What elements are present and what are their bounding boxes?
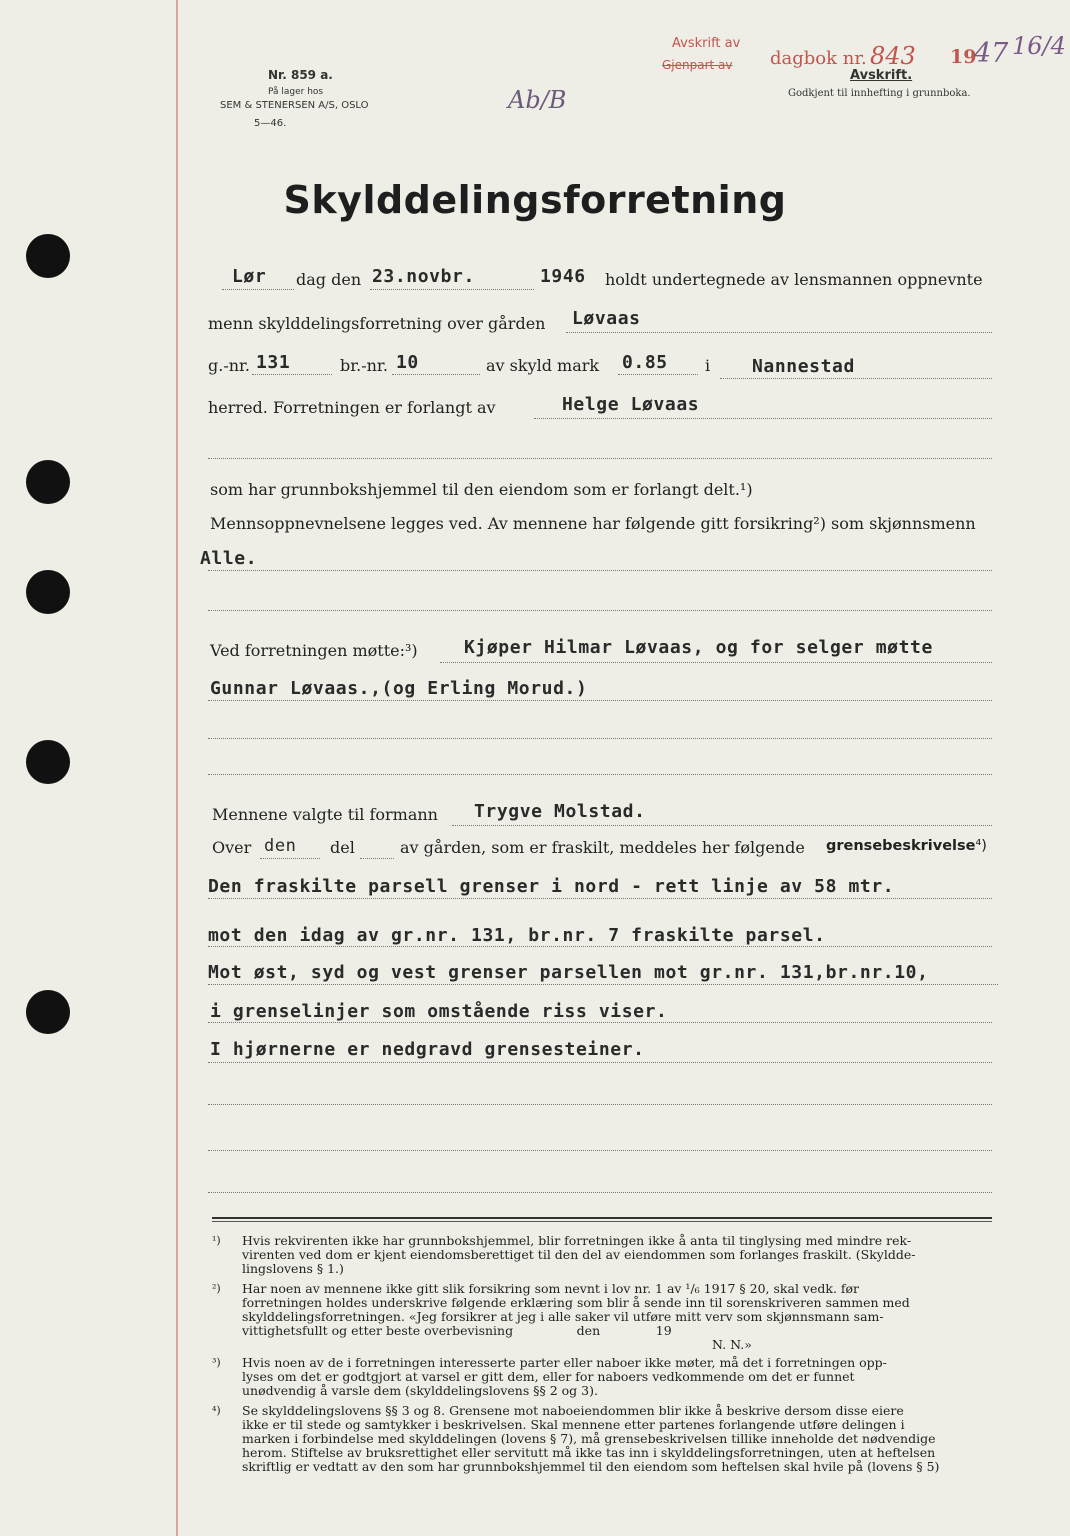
footnote-line: skylddelingsforretningen. «Jeg forsikrer at jeg i alle saker vil utføre mitt verv som skjønnsmann sam- <box>242 1309 884 1324</box>
dotted-line <box>208 1192 992 1193</box>
form-number: Nr. 859 a. <box>268 68 333 82</box>
label-mennsoppnevnelse: Mennsoppnevnelsene legges ved. Av mennene har følgende gitt forsikring²) som skjønnsmenn <box>210 514 976 533</box>
grense-bold: grensebeskrivelse <box>826 838 976 854</box>
label-menn: menn skylddelingsforretning over gården <box>208 314 546 333</box>
label-gnr: g.-nr. <box>208 356 251 375</box>
punch-hole <box>26 740 70 784</box>
footnote-line: marken i forbindelse med skylddelingen (lovens § 7), må grensebeskrivelsen tillike inneholde det nødvendige <box>242 1431 936 1446</box>
footnote-line: Har noen av mennene ikke gitt slik forsikring som nevnt i lov nr. 1 av ¹/₆ 1917 § 20, skal vedk. før <box>242 1281 860 1296</box>
dotted-line <box>260 858 320 859</box>
dotted-line <box>208 570 992 571</box>
stamp-year-handwritten: 47 <box>974 38 1009 69</box>
dotted-line <box>208 1062 992 1063</box>
punch-hole <box>26 460 70 504</box>
stamp-dagbok-number: 843 <box>870 42 916 70</box>
label-i: i <box>705 356 711 375</box>
footnote-line: virenten ved dom er kjent eiendomsberettiget til den del av eiendommen som forlanges fraskilt. (Skyldde- <box>242 1247 916 1262</box>
footnote-3 <box>212 1356 992 1398</box>
dotted-line <box>618 374 698 375</box>
label-skyld: av skyld mark <box>486 356 600 375</box>
footnote-1 <box>212 1234 992 1276</box>
publisher-line2: SEM & STENERSEN A/S, OSLO <box>220 100 369 111</box>
dotted-line <box>208 458 992 459</box>
footnote-line: vittighetsfullt og etter beste overbevisning den 19 <box>242 1323 672 1338</box>
dotted-line <box>392 374 480 375</box>
label-over: Over <box>212 838 252 857</box>
punch-hole <box>26 570 70 614</box>
stamp-godkjent: Godkjent til innhefting i grunnboka. <box>788 88 971 99</box>
label-hjemmel: som har grunnbokshjemmel til den eiendom som er forlangt delt.¹) <box>210 480 753 499</box>
stamp-avskrift-av: Avskrift av <box>672 36 741 51</box>
footnote-line: unødvendig å varsle dem (skylddelingslovens §§ 2 og 3). <box>242 1383 598 1398</box>
footnote-separator <box>212 1221 992 1222</box>
print-date-code: 5—46. <box>254 118 287 129</box>
field-formann: Trygve Molstad. <box>474 801 646 822</box>
dotted-line <box>208 610 992 611</box>
dotted-line <box>534 418 992 419</box>
label-herred: herred. Forretningen er forlangt av <box>208 398 496 417</box>
dotted-line <box>440 662 992 663</box>
footnote-line: lingslovens § 1.) <box>242 1261 344 1276</box>
footnote-line: Hvis noen av de i forretningen interesserte parter eller naboer ikke møter, må det i forretningen opp- <box>242 1355 887 1370</box>
dotted-line <box>370 289 534 290</box>
dotted-line <box>208 738 992 739</box>
dotted-line <box>720 378 992 379</box>
footnote-signature: N. N.» <box>712 1337 752 1352</box>
field-year: 1946 <box>540 266 586 287</box>
stamp-dagbok-label: dagbok nr. <box>770 48 867 69</box>
footnote-line: skriftlig er vedtatt av den som har grunnbokshjemmel til den eiendom som heftelsen skal hvile på (lovens § 5) <box>242 1459 940 1474</box>
footnote-line: Hvis rekvirenten ikke har grunnbokshjemmel, blir forretningen ikke å anta til tinglysing med mindre rek- <box>242 1233 912 1248</box>
margin-rule <box>176 0 178 1536</box>
label-formann: Mennene valgte til formann <box>212 805 438 824</box>
footnote-line: Se skylddelingslovens §§ 3 og 8. Grensene mot naboeiendommen blir ikke å beskrive dersom disse eiere <box>242 1403 904 1418</box>
label-del: del <box>330 838 355 857</box>
field-motte-line2: Gunnar Løvaas.,(og Erling Morud.) <box>210 678 588 699</box>
label-gard: av gården, som er fraskilt, meddeles her følgende <box>400 838 805 857</box>
dotted-line <box>208 774 992 775</box>
field-requested-by: Helge Løvaas <box>562 394 700 415</box>
field-date: 23.novbr. <box>372 266 475 287</box>
label-motte: Ved forretningen møtte:³) <box>210 641 418 660</box>
publisher-line1: På lager hos <box>268 87 324 97</box>
desc-line-4: i grenselinjer som omstående riss viser. <box>210 1001 668 1022</box>
footnote-number: ⁴) <box>212 1404 221 1417</box>
dotted-line <box>360 858 394 859</box>
field-skyld: 0.85 <box>622 352 668 373</box>
stamp-gjenpart-av: Gjenpart av <box>662 58 733 72</box>
desc-line-3: Mot øst, syd og vest grenser parsellen mot gr.nr. 131,br.nr.10, <box>208 962 929 983</box>
document-title: Skylddelingsforretning <box>283 178 787 222</box>
field-farm: Løvaas <box>572 308 641 329</box>
dotted-line <box>566 332 992 333</box>
dotted-line <box>208 1150 992 1151</box>
footnote-2 <box>212 1282 992 1352</box>
field-forsikring: Alle. <box>200 548 258 569</box>
footnote-line: forretningen holdes underskrive følgende erklæring som blir å sende inn til sorenskriveren sammen med <box>242 1295 910 1310</box>
punch-hole <box>26 990 70 1034</box>
desc-line-2: mot den idag av gr.nr. 131, br.nr. 7 fraskilte parsel. <box>208 925 826 946</box>
footnote-number: ¹) <box>212 1234 221 1247</box>
stamp-avskrift: Avskrift. <box>850 68 913 83</box>
stamp-year-printed: 19 <box>950 46 977 68</box>
desc-line-5: I hjørnerne er nedgravd grensesteiner. <box>210 1039 645 1060</box>
dotted-line <box>452 825 992 826</box>
footnote-4 <box>212 1404 992 1474</box>
footnote-number: ²) <box>212 1282 221 1295</box>
dotted-line <box>222 289 294 290</box>
footnote-line: ikke er til stede og samtykker i beskrivelsen. Skal mennene etter partenes forlangende utføre delingen i <box>242 1417 905 1432</box>
dotted-line <box>208 984 998 985</box>
handwritten-initials: Ab/B <box>508 86 567 114</box>
field-day: Lør <box>232 266 267 287</box>
label-bnr: br.-nr. <box>340 356 388 375</box>
field-bnr: 10 <box>396 352 419 373</box>
dotted-line <box>208 946 992 947</box>
footnote-line: lyses om det er godtgjort at varsel er gitt dem, eller for naboers vedkommende om det er funnet <box>242 1369 855 1384</box>
label-grensebeskrivelse <box>826 838 987 854</box>
punch-hole <box>26 234 70 278</box>
dotted-line <box>252 374 332 375</box>
dotted-line <box>208 700 992 701</box>
field-motte-line1: Kjøper Hilmar Løvaas, og for selger møtte <box>464 637 933 658</box>
footnote-number: ³) <box>212 1356 221 1369</box>
dotted-line <box>208 898 992 899</box>
footnote-line: herom. Stiftelse av bruksrettighet eller servitutt må ikke tas inn i skylddelingsforretningen, uten at heftelsen <box>242 1445 936 1460</box>
grense-sup: ⁴) <box>975 838 987 854</box>
footnote-separator <box>212 1217 992 1219</box>
label-dag-den: dag den <box>296 270 362 289</box>
desc-line-1: Den fraskilte parsell grenser i nord - rett linje av 58 mtr. <box>208 876 895 897</box>
field-municipality: Nannestad <box>752 356 855 377</box>
field-over-den: den <box>264 836 297 856</box>
label-holdt: holdt undertegnede av lensmannen oppnevnte <box>605 270 983 289</box>
stamp-date-handwritten: 16/4 <box>1012 32 1066 60</box>
dotted-line <box>208 1022 992 1023</box>
field-gnr: 131 <box>256 352 291 373</box>
dotted-line <box>208 1104 992 1105</box>
